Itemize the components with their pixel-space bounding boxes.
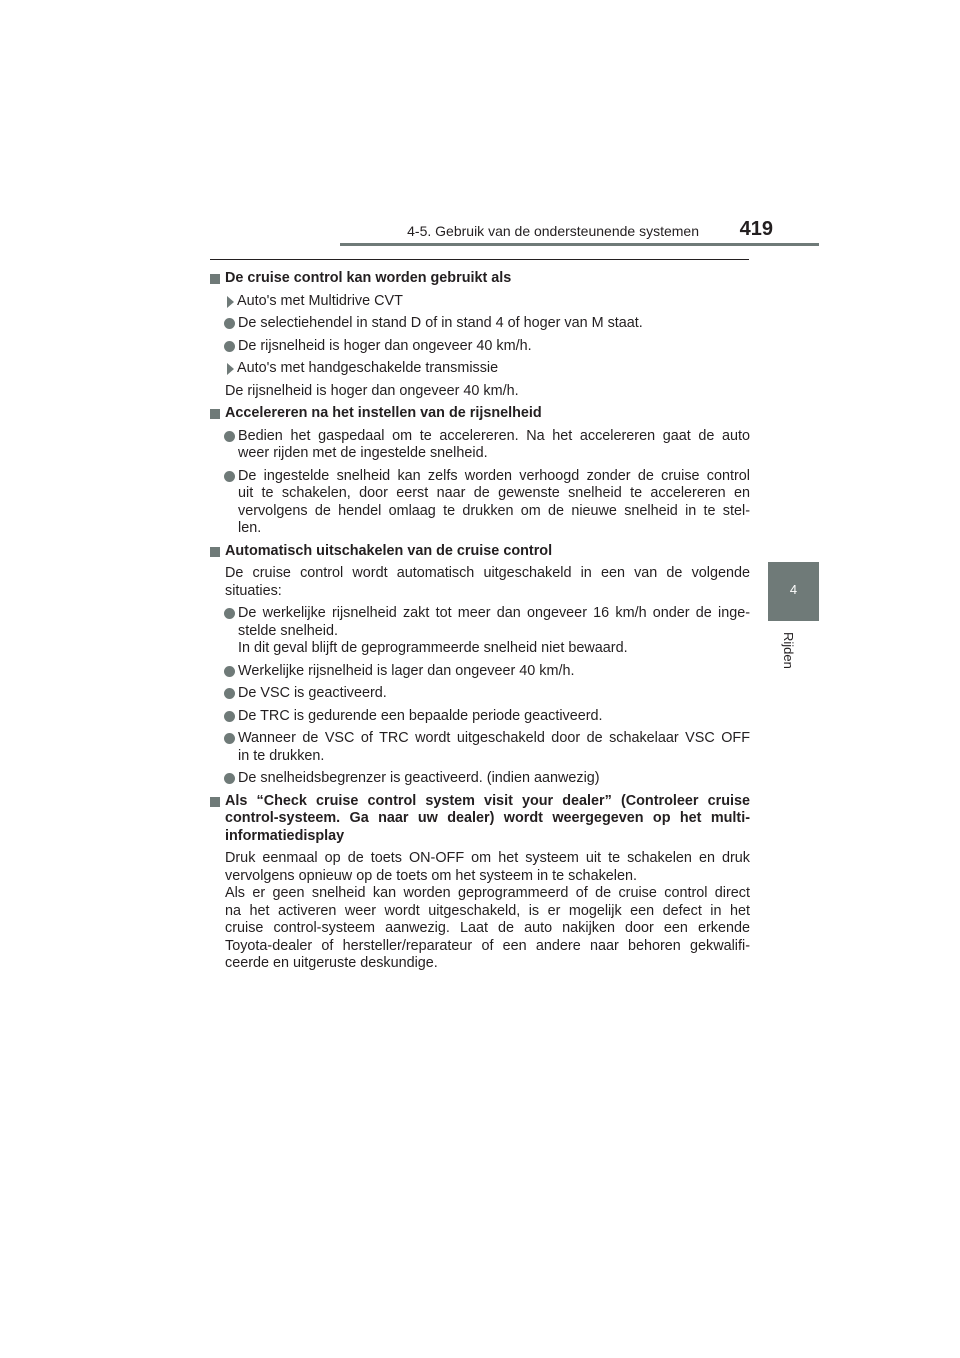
condition-subheading: Auto's met handgeschakelde transmissie: [210, 360, 750, 378]
round-bullet-icon: [224, 666, 235, 677]
section-heading: De cruise control kan worden gebruikt als: [210, 270, 750, 288]
square-bullet-icon: [210, 409, 220, 419]
square-bullet-icon: [210, 274, 220, 284]
section-heading: Automatisch uitschakelen van de cruise control: [210, 543, 750, 561]
list-item: De werkelijke rijsnelheid zakt tot meer dan ongeveer 16 km/h onder de inge- stelde snelheid. In dit geval blijft de geprogrammeerde snelheid niet bewaard.: [210, 605, 750, 658]
chapter-label-wrapper: [780, 632, 810, 692]
triangle-arrow-icon: [227, 363, 234, 375]
header-divider: [340, 243, 819, 246]
page-content: [210, 265, 750, 973]
chapter-label: Rijden: [781, 632, 796, 669]
round-bullet-icon: [224, 733, 235, 744]
condition-subheading: Auto's met Multidrive CVT: [210, 293, 750, 311]
list-item: De TRC is gedurende een bepaalde periode geactiveerd.: [210, 708, 750, 726]
section-title: 4-5. Gebruik van de ondersteunende systemen: [407, 223, 699, 239]
list-item: Bedien het gaspedaal om te accelereren. Na het accelereren gaat de auto weer rijden met de ingestelde snelheid.: [210, 428, 750, 463]
round-bullet-icon: [224, 688, 235, 699]
list-item: Werkelijke rijsnelheid is lager dan ongeveer 40 km/h.: [210, 663, 750, 681]
paragraph: De rijsnelheid is hoger dan ongeveer 40 km/h.: [225, 382, 519, 399]
round-bullet-icon: [224, 431, 235, 442]
list-item: Wanneer de VSC of TRC wordt uitgeschakeld door de schakelaar VSC OFF in te drukken.: [210, 730, 750, 765]
content-divider: [210, 259, 749, 260]
round-bullet-icon: [224, 773, 235, 784]
square-bullet-icon: [210, 797, 220, 807]
list-item: De snelheidsbegrenzer is geactiveerd. (indien aanwezig): [210, 770, 750, 788]
round-bullet-icon: [224, 471, 235, 482]
page-number: 419: [739, 218, 773, 240]
round-bullet-icon: [224, 318, 235, 329]
paragraph: De cruise control wordt automatisch uitgeschakeld in een van de volgende situaties:: [225, 565, 750, 599]
section-heading: Als “Check cruise control system visit your dealer” (Controleer cruise control-systeem. Ga naar uw dealer) wordt weergegeven op het multi- informatiedisplay: [210, 793, 750, 846]
list-item: De selectiehendel in stand D of in stand 4 of hoger van M staat.: [210, 315, 750, 333]
square-bullet-icon: [210, 547, 220, 557]
chapter-number: 4: [789, 582, 798, 597]
round-bullet-icon: [224, 341, 235, 352]
section-heading: Accelereren na het instellen van de rijsnelheid: [210, 405, 750, 423]
list-item: De VSC is geactiveerd.: [210, 685, 750, 703]
list-item: De ingestelde snelheid kan zelfs worden verhoogd zonder de cruise control uit te schakelen, door eerst naar de gewenste snelheid te accelereren en vervolgens de hendel omlaag te drukken om de nieuwe snelheid in te stel- len.: [210, 468, 750, 538]
triangle-arrow-icon: [227, 296, 234, 308]
list-item: De rijsnelheid is hoger dan ongeveer 40 km/h.: [210, 338, 750, 356]
paragraph: Druk eenmaal op de toets ON-OFF om het systeem uit te schakelen en druk vervolgens opnieuw op de toets om het systeem in te schakelen. Als er geen snelheid kan worden geprogrammeerd of de cruise control direct na het activeren weer wordt uitgeschakeld, is er mogelijk een defect in het cruise control-systeem aanwezig. Laat de auto nakijken door een erkende Toyota-dealer of hersteller/reparateur of een andere naar behoren gekwalifi- ceerde en uitgeruste deskundige.: [225, 850, 750, 971]
chapter-tab: [768, 562, 819, 621]
round-bullet-icon: [224, 608, 235, 619]
round-bullet-icon: [224, 711, 235, 722]
